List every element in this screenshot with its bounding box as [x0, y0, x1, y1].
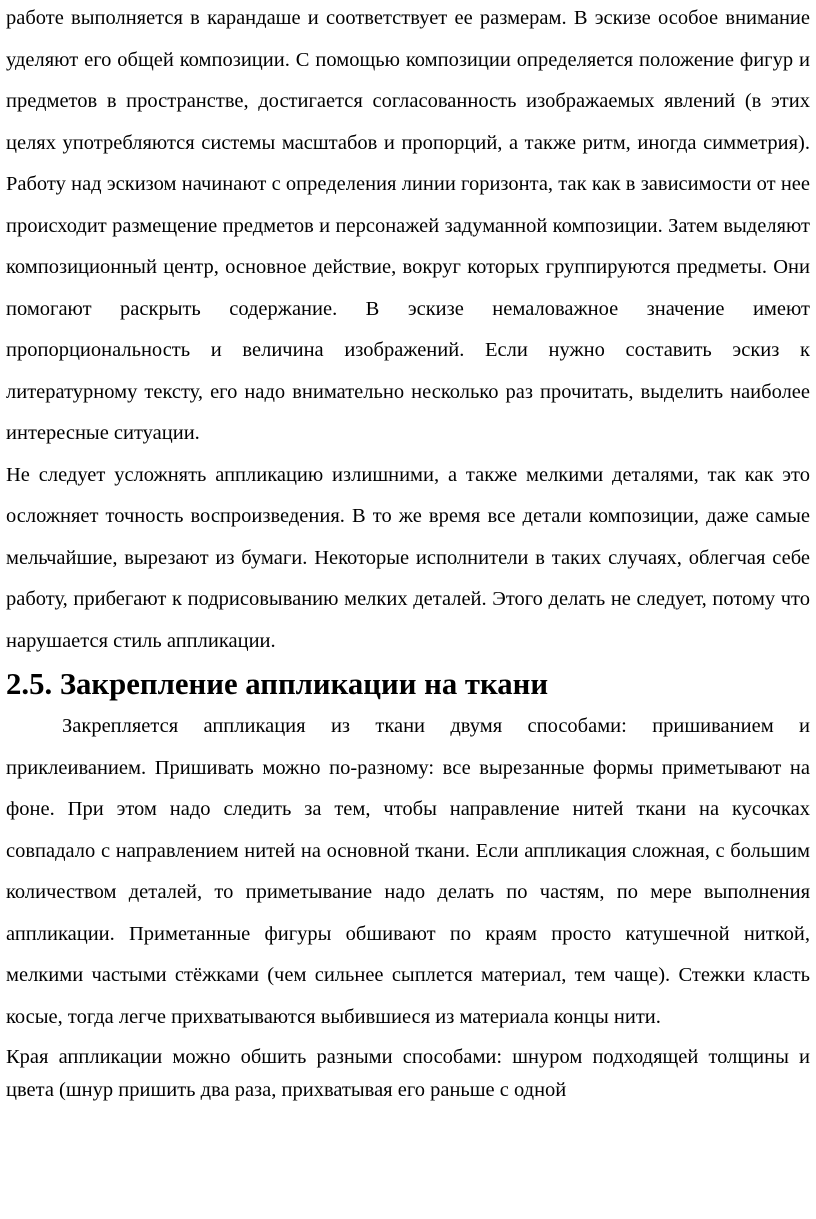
- document-page: [6, 0, 810, 1107]
- paragraph-details-advice: Не следует усложнять аппликацию излишними, а также мелкими деталями, так как это осложняет точность воспроизведения. В то же время все детали композиции, даже самые мельчайшие, вырезают из бумаги. Некоторые исполнители в таких случаях, облегчая себе работу, прибегают к подрисовыванию мелких деталей. Этого делать не следует, потому что нарушается стиль аппликации.: [6, 463, 810, 652]
- paragraph-fastening-methods: Закрепляется аппликация из ткани двумя способами: пришиванием и приклеиванием. Пришивать можно по-разному: все вырезанные формы приметывают на фоне. При этом надо следить за тем, чтобы направление нитей ткани на кусочках совпадало с направлением нитей на основной ткани. Если аппликация сложная, с большим количеством деталей, то приметывание надо делать по частям, по мере выполнения аппликации. Приметанные фигуры обшивают по краям просто катушечной ниткой, мелкими частыми стёжками (чем сильнее сыплется материал, тем чаще). Стежки класть косые, тогда легче прихватываются выбившиеся из материала концы нити.: [6, 715, 810, 1028]
- paragraph-edge-finishing: Края аппликации можно обшить разными способами: шнуром подходящей толщины и цвета (шнур пришить два раза, прихватывая его раньше с одной: [6, 1046, 810, 1101]
- paragraph-sketch-composition: работе выполняется в карандаше и соответствует ее размерам. В эскизе особое внимание уделяют его общей композиции. С помощью композиции определяется положение фигур и предметов в пространстве, достигается согласованность изображаемых явлений (в этих целях употребляются системы масштабов и пропорций, а также ритм, иногда симметрия). Работу над эскизом начинают с определения линии горизонта, так как в зависимости от нее происходит размещение предметов и персонажей задуманной композиции. Затем выделяют композиционный центр, основное действие, вокруг которых группируются предметы. Они помогают раскрыть содержание. В эскизе немаловажное значение имеют пропорциональность и величина изображений. Если нужно составить эскиз к литературному тексту, его надо внимательно несколько раз прочитать, выделить наиболее интересные ситуации.: [6, 7, 810, 444]
- section-heading: 2.5. Закрепление аппликации на ткани: [6, 667, 549, 701]
